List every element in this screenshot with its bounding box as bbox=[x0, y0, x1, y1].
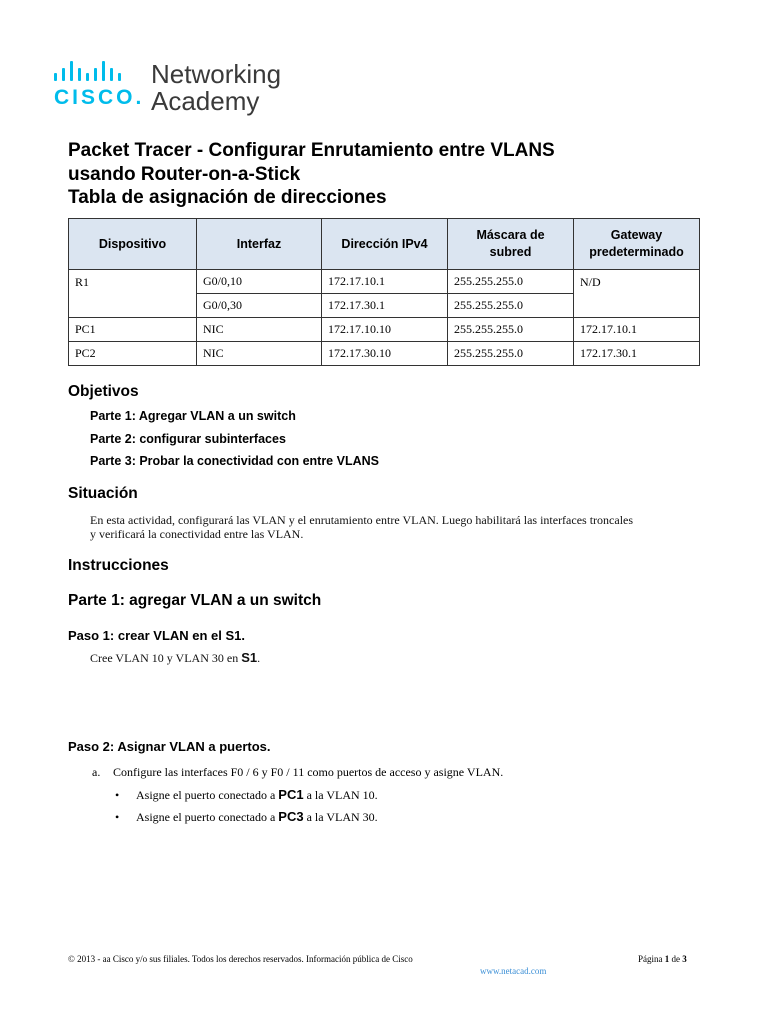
header-ipv4: Dirección IPv4 bbox=[322, 219, 448, 270]
title-line-3: Tabla de asignación de direcciones bbox=[68, 187, 387, 208]
cell-ipv4: 172.17.30.1 bbox=[322, 294, 448, 318]
table-row bbox=[69, 342, 700, 366]
footer-copyright: © 2013 - aa Cisco y/o sus filiales. Todos los derechos reservados. Información pública de Cisco bbox=[68, 954, 413, 964]
header-gateway: Gateway predeterminado bbox=[574, 219, 700, 270]
bullet-bold: PC1 bbox=[278, 787, 304, 802]
step1-text-before: Cree VLAN 10 y VLAN 30 en bbox=[90, 651, 242, 665]
step2-item-letter: a. bbox=[92, 765, 101, 779]
cell-device: PC2 bbox=[69, 342, 197, 366]
situation-heading: Situación bbox=[68, 485, 138, 502]
page-prefix: Página bbox=[638, 954, 665, 964]
cell-mask: 255.255.255.0 bbox=[448, 342, 574, 366]
cell-ipv4: 172.17.10.1 bbox=[322, 270, 448, 294]
bullet-icon: • bbox=[115, 810, 120, 824]
situation-line-1: En esta actividad, configurará las VLAN y el enrutamiento entre VLAN. Luego habilitará las interfaces troncales bbox=[90, 513, 634, 527]
header-device: Dispositivo bbox=[69, 219, 197, 270]
bullet-item bbox=[136, 809, 378, 825]
brand-academy: Academy bbox=[151, 86, 260, 116]
part1-heading: Parte 1: agregar VLAN a un switch bbox=[68, 592, 322, 609]
objectives-heading: Objetivos bbox=[68, 383, 139, 400]
step1-bold-s1: S1 bbox=[241, 650, 258, 665]
cell-mask: 255.255.255.0 bbox=[448, 294, 574, 318]
cisco-networking-academy-logo bbox=[54, 58, 314, 118]
bullet-icon: • bbox=[115, 788, 120, 802]
objective-item: Parte 3: Probar la conectividad con entre VLANS bbox=[90, 454, 379, 468]
cell-ipv4: 172.17.10.10 bbox=[322, 318, 448, 342]
cell-device: R1 bbox=[69, 270, 197, 318]
footer-url-link[interactable]: www.netacad.com bbox=[480, 966, 547, 976]
bullet-bold: PC3 bbox=[278, 809, 304, 824]
bullet-text-before: Asigne el puerto conectado a bbox=[136, 788, 279, 802]
step2-heading: Paso 2: Asignar VLAN a puertos. bbox=[68, 739, 271, 754]
step1-heading: Paso 1: crear VLAN en el S1. bbox=[68, 628, 246, 643]
cell-ipv4: 172.17.30.10 bbox=[322, 342, 448, 366]
page-total: 3 bbox=[682, 954, 687, 964]
document-title bbox=[68, 139, 555, 210]
bullet-text-after: a la VLAN 10. bbox=[303, 788, 378, 802]
instructions-heading: Instrucciones bbox=[68, 557, 169, 574]
table-header-row bbox=[69, 219, 700, 270]
cisco-wordmark: CISCO. bbox=[54, 86, 145, 109]
step1-text bbox=[90, 651, 260, 665]
cell-interface: NIC bbox=[197, 342, 322, 366]
situation-line-2: y verificará la conectividad entre las VLAN. bbox=[90, 527, 304, 541]
cell-device: PC1 bbox=[69, 318, 197, 342]
cell-interface: NIC bbox=[197, 318, 322, 342]
cell-gateway: 172.17.30.1 bbox=[574, 342, 700, 366]
page-num: 1 bbox=[664, 954, 670, 964]
table-row bbox=[69, 318, 700, 342]
table-row bbox=[69, 270, 700, 294]
page-mid: de bbox=[669, 954, 683, 964]
bullet-text-before: Asigne el puerto conectado a bbox=[136, 810, 279, 824]
cell-interface: G0/0,30 bbox=[197, 294, 322, 318]
cell-interface: G0/0,10 bbox=[197, 270, 322, 294]
cell-mask: 255.255.255.0 bbox=[448, 318, 574, 342]
bullet-text-after: a la VLAN 30. bbox=[303, 810, 378, 824]
cell-gateway: N/D bbox=[574, 270, 700, 318]
objective-item: Parte 1: Agregar VLAN a un switch bbox=[90, 409, 296, 423]
objective-item: Parte 2: configurar subinterfaces bbox=[90, 432, 286, 446]
bullet-item bbox=[136, 787, 378, 803]
situation-text bbox=[90, 513, 633, 541]
step2-item-text: Configure las interfaces F0 / 6 y F0 / 11 como puertos de acceso y asigne VLAN. bbox=[113, 765, 504, 779]
header-mask: Máscara de subred bbox=[448, 219, 574, 270]
addressing-table bbox=[68, 218, 700, 366]
step1-text-after: . bbox=[257, 651, 261, 665]
cell-gateway: 172.17.10.1 bbox=[574, 318, 700, 342]
title-line-2: usando Router-on-a-Stick bbox=[68, 163, 301, 185]
brand-networking: Networking bbox=[151, 59, 282, 89]
title-line-1: Packet Tracer - Configurar Enrutamiento entre VLANS bbox=[68, 140, 555, 161]
footer-page-number bbox=[638, 954, 687, 964]
header-interface: Interfaz bbox=[197, 219, 322, 270]
cell-mask: 255.255.255.0 bbox=[448, 270, 574, 294]
